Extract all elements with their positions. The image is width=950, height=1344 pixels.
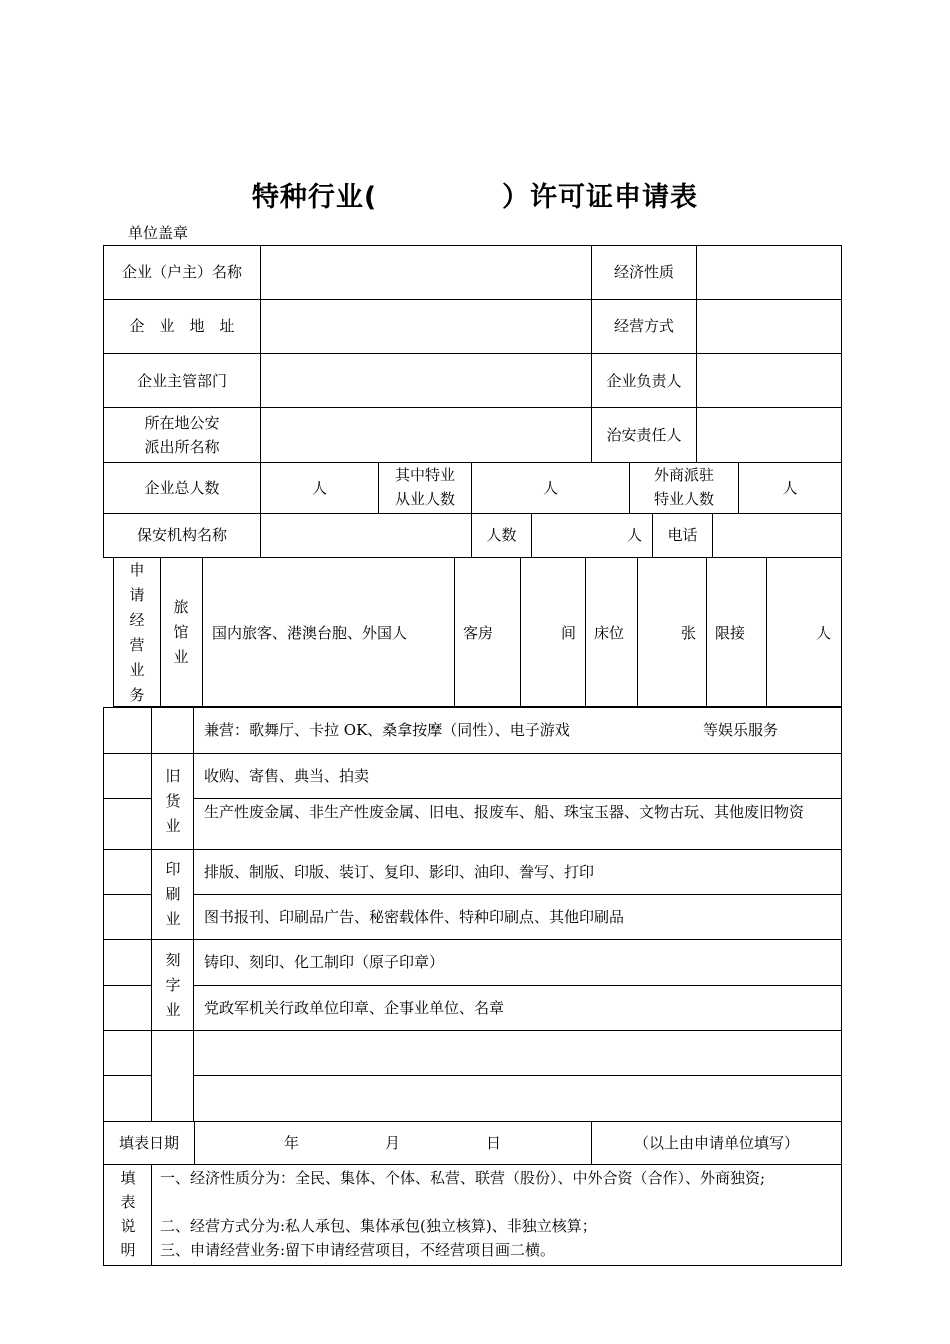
form-title: 特种行业( ）许可证申请表 xyxy=(251,182,699,213)
unit-person-total: 人 xyxy=(311,479,327,497)
label-month: 月 xyxy=(385,1134,401,1152)
label-total-staff: 企业总人数 xyxy=(144,479,220,497)
label-hotel: 旅馆业 xyxy=(173,598,189,666)
label-police-station-line1: 所在地公安 xyxy=(144,414,220,432)
label-security-org: 保安机构名称 xyxy=(136,526,227,544)
unit-person-special: 人 xyxy=(542,479,558,497)
label-rooms: 客房 xyxy=(463,624,494,642)
label-printing: 印刷业 xyxy=(165,860,181,928)
label-supervising-dept: 企业主管部门 xyxy=(136,372,227,390)
label-business-mode: 经营方式 xyxy=(613,317,674,335)
second-hand-item-2: 生产性废金属、非生产性废金属、旧电、报废车、船、珠宝玉器、文物古玩、其他废旧物资 xyxy=(204,803,805,821)
unit-beds: 张 xyxy=(681,624,697,642)
form-table-top xyxy=(103,245,842,558)
printing-item-2: 图书报刊、印刷品广告、秘密载体件、特种印刷点、其他印刷品 xyxy=(204,908,625,926)
label-phone: 电话 xyxy=(667,526,698,544)
label-fill-date: 填表日期 xyxy=(118,1134,179,1152)
label-economic-nature: 经济性质 xyxy=(613,263,674,281)
note-3: 三、申请经营业务:留下申请经营项目，不经营项目画二横。 xyxy=(160,1241,556,1259)
label-engraving: 刻字业 xyxy=(165,951,181,1019)
hotel-guests: 国内旅客、港澳台胞、外国人 xyxy=(212,624,408,642)
label-police-station-line2: 派出所名称 xyxy=(144,438,220,456)
label-foreign-staff-line2: 特业人数 xyxy=(653,490,714,508)
unit-person-headcount: 人 xyxy=(627,526,643,544)
label-second-hand: 旧货业 xyxy=(165,767,181,835)
unit-rooms: 间 xyxy=(561,624,577,642)
label-special-staff-line2: 从业人数 xyxy=(394,490,455,508)
label-enterprise-head: 企业负责人 xyxy=(606,372,682,390)
label-day: 日 xyxy=(486,1134,502,1152)
sideline-tail: 等娱乐服务 xyxy=(703,721,779,739)
label-foreign-staff-line1: 外商派驻 xyxy=(653,466,714,484)
label-enterprise-name: 企业（户主）名称 xyxy=(121,263,242,281)
sideline-entertainment: 兼营：歌舞厅、卡拉 OK、桑拿按摩（同性）、电子游戏 xyxy=(204,721,570,739)
note-2: 二、经营方式分为:私人承包、集体承包(独立核算)、非独立核算； xyxy=(160,1217,597,1235)
label-enterprise-address: 企 业 地 址 xyxy=(129,317,235,335)
printing-item-1: 排版、制版、印版、装订、复印、影印、油印、誊写、打印 xyxy=(204,863,595,881)
engraving-item-1: 铸印、刻印、化工制印（原子印章） xyxy=(204,953,445,971)
filled-by-note: （以上由申请单位填写） xyxy=(633,1134,799,1152)
label-apply-business: 申请经营业务 xyxy=(129,561,145,704)
unit-person-limit: 人 xyxy=(816,624,832,642)
label-special-staff-line1: 其中特业 xyxy=(394,466,455,484)
label-year: 年 xyxy=(284,1134,300,1152)
label-limit: 限接 xyxy=(715,624,746,642)
label-security-officer: 治安责任人 xyxy=(606,426,682,444)
label-notes: 填表说明 xyxy=(120,1169,136,1259)
second-hand-item-1: 收购、寄售、典当、拍卖 xyxy=(204,767,370,785)
unit-person-foreign: 人 xyxy=(782,479,798,497)
label-beds: 床位 xyxy=(594,624,625,642)
seal-label: 单位盖章 xyxy=(128,224,189,242)
engraving-item-2: 党政军机关行政单位印章、企事业单位、名章 xyxy=(204,999,505,1017)
note-1: 一、经济性质分为：全民、集体、个体、私营、联营（股份）、中外合资（合作）、外商独资; xyxy=(160,1169,766,1187)
label-headcount: 人数 xyxy=(486,526,517,544)
